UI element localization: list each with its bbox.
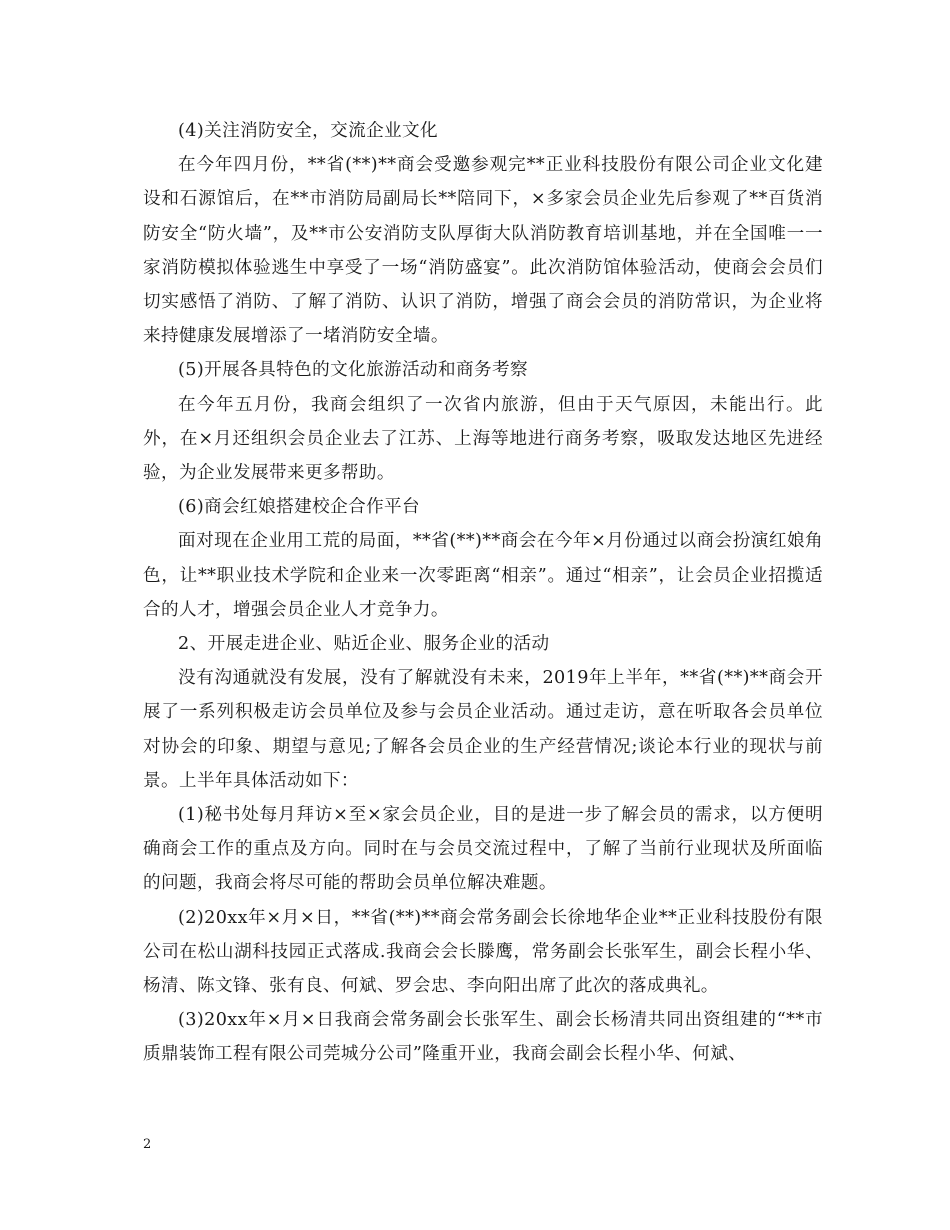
list-item-branch-opening: (3)20xx年×月×日我商会常务副会长张军生、副会长杨清共同出资组建的“**市质鼎装饰工程有限公司莞城分公司”隆重开业，我商会副会长程小华、何斌、 [143, 1010, 823, 1065]
paragraph-enterprise-visits: 没有沟通就没有发展，没有了解就没有未来，2019年上半年，**省(**)**商会开展了一系列积极走访会员单位及参与会员企业活动。通过走访，意在听取各会员单位对协会的印象、期望与意见;了解各会员企业的生产经营情况;谈论本行业的现状与前景。上半年具体活动如下： [143, 668, 823, 791]
paragraph-school-enterprise: 面对现在企业用工荒的局面，**省(**)**商会在今年×月份通过以商会扮演红娘角色，让**职业技术学院和企业来一次零距离“相亲”。通过“相亲”，让会员企业招揽适合的人才，增强会员企业人才竞争力。 [143, 531, 823, 620]
section-heading-enterprise-visits: 2、开展走进企业、贴近企业、服务企业的活动 [178, 634, 550, 655]
document-body [143, 114, 823, 1072]
section-heading-culture-travel: (5)开展各具特色的文化旅游活动和商务考察 [178, 360, 529, 381]
section-heading-school-enterprise: (6)商会红娘搭建校企合作平台 [178, 497, 421, 518]
paragraph-fire-safety-visit: 在今年四月份，**省(**)**商会受邀参观完**正业科技股份有限公司企业文化建设和石源馆后，在**市消防局副局长**陪同下，×多家会员企业先后参观了**百货消防安全“防火墙”，及**市公安消防支队厚街大队消防教育培训基地，并在全国唯一一家消防模拟体验逃生中享受了一场“消防盛宴”。此次消防馆体验活动，使商会会员们切实感悟了消防、了解了消防、认识了消防，增强了商会会员的消防常识，为企业将来持健康发展增添了一堵消防安全墙。 [143, 155, 823, 347]
list-item-monthly-visits: (1)秘书处每月拜访×至×家会员企业，目的是进一步了解会员的需求，以方便明确商会工作的重点及方向。同时在与会员交流过程中，了解了当前行业现状及所面临的问题，我商会将尽可能的帮助会员单位解决难题。 [143, 805, 823, 894]
section-heading-fire-safety: (4)关注消防安全，交流企业文化 [178, 121, 439, 141]
page-number: 2 [143, 1137, 152, 1152]
list-item-opening-ceremony: (2)20xx年×月×日，**省(**)**商会常务副会长徐地华企业**正业科技股份有限公司在松山湖科技园正式落成.我商会会长滕鹰，常务副会长张军生，副会长程小华、杨清、陈文锋、张有良、何斌、罗会忠、李向阳出席了此次的落成典礼。 [143, 907, 823, 997]
paragraph-travel-business-trip: 在今年五月份，我商会组织了一次省内旅游，但由于天气原因，未能出行。此外，在×月还组织会员企业去了江苏、上海等地进行商务考察，吸取发达地区先进经验，为企业发展带来更多帮助。 [143, 394, 823, 484]
